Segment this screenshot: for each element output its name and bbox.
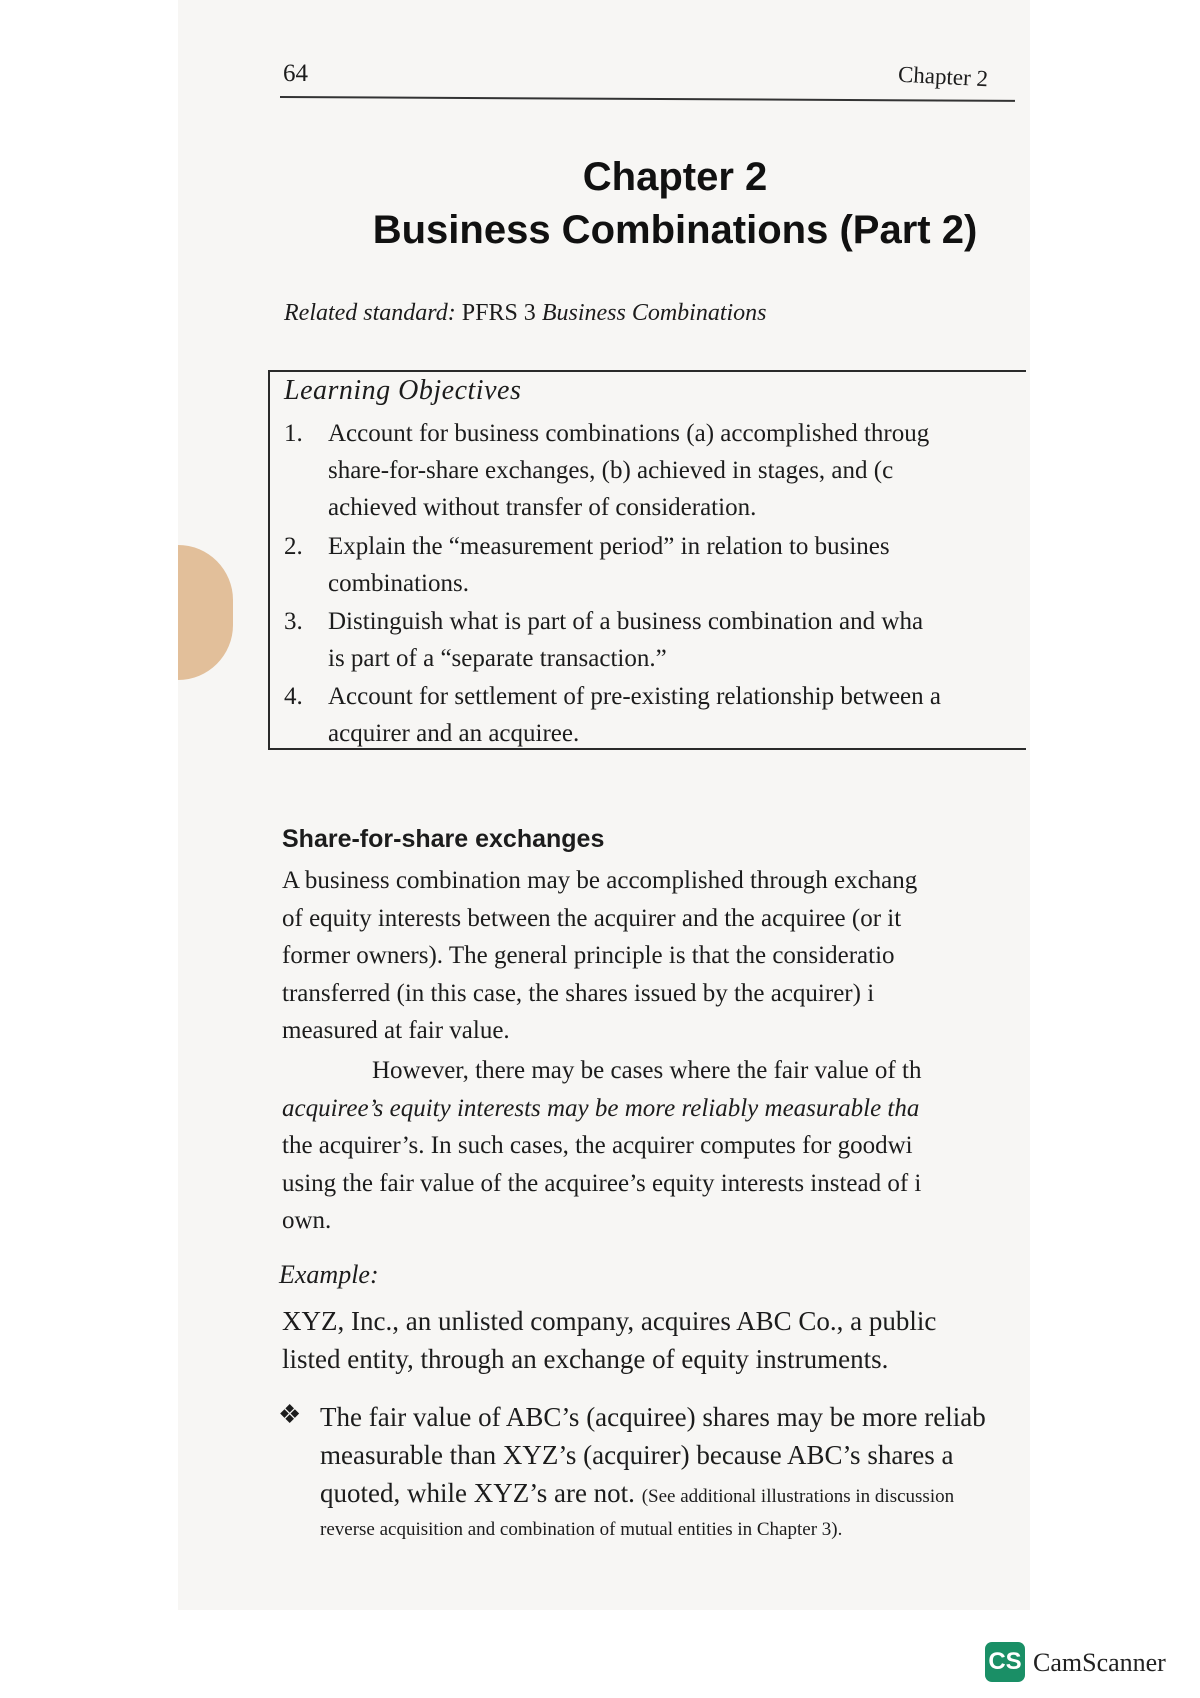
objective-line: is part of a “separate transaction.” bbox=[328, 645, 667, 672]
learning-objectives-heading: Learning Objectives bbox=[284, 375, 522, 406]
page-number: 64 bbox=[283, 60, 308, 87]
bullet-text bbox=[320, 1398, 1030, 1544]
related-standard bbox=[284, 300, 767, 327]
paragraph-line: However, there may be cases where the fair value of th bbox=[372, 1057, 922, 1084]
objective-line: Account for settlement of pre-existing relationship between a bbox=[328, 683, 941, 710]
paragraph-line: acquiree’s equity interests may be more reliably measurable tha bbox=[282, 1094, 920, 1122]
objective-number: 1. bbox=[284, 420, 303, 447]
objective-line: achieved without transfer of consideration. bbox=[328, 494, 757, 521]
paragraph-line: measured at fair value. bbox=[282, 1017, 510, 1044]
example-text bbox=[282, 1302, 1022, 1378]
example-line: listed entity, through an exchange of equity instruments. bbox=[282, 1344, 889, 1374]
bullet-line: measurable than XYZ’s (acquirer) because ABC’s shares a bbox=[320, 1440, 954, 1470]
objective-line: acquirer and an acquiree. bbox=[328, 720, 580, 747]
bullet-line bbox=[320, 1474, 1030, 1516]
objective-line: share-for-share exchanges, (b) achieved in stages, and (c bbox=[328, 457, 894, 484]
paragraph-2 bbox=[282, 1052, 1022, 1240]
bullet-note: (See additional illustrations in discussion bbox=[641, 1486, 955, 1507]
objective-line: combinations. bbox=[328, 570, 469, 597]
paragraph-1 bbox=[282, 862, 1022, 1050]
paragraph-line: A business combination may be accomplished through exchang bbox=[282, 867, 918, 894]
related-standard-name: Business Combinations bbox=[541, 300, 767, 326]
paragraph-line: own. bbox=[282, 1207, 332, 1234]
bullet-line-main: quoted, while XYZ’s are not. bbox=[320, 1478, 635, 1508]
objective-line: Distinguish what is part of a business combination and wha bbox=[328, 608, 924, 635]
example-line: XYZ, Inc., an unlisted company, acquires ABC Co., a public bbox=[282, 1306, 937, 1336]
objective-number: 4. bbox=[284, 683, 303, 710]
related-pfrs: PFRS 3 bbox=[461, 300, 536, 326]
bullet-line: The fair value of ABC’s (acquiree) shares may be more reliab bbox=[320, 1402, 986, 1432]
section-heading: Share-for-share exchanges bbox=[282, 825, 605, 853]
paragraph-line: the acquirer’s. In such cases, the acquirer computes for goodwi bbox=[282, 1132, 913, 1159]
camscanner-name: CamScanner bbox=[1033, 1648, 1166, 1677]
chapter-subtitle: Business Combinations (Part 2) bbox=[372, 208, 978, 252]
paragraph-line: transferred (in this case, the shares issued by the acquirer) i bbox=[282, 979, 875, 1007]
running-header: Chapter 2 bbox=[897, 61, 989, 92]
example-label: Example: bbox=[279, 1260, 379, 1289]
chapter-title: Chapter 2 bbox=[582, 155, 768, 199]
bullet-note-line: reverse acquisition and combination of mutual entities in Chapter 3). bbox=[320, 1519, 843, 1540]
objective-line: Account for business combinations (a) accomplished throug bbox=[328, 420, 930, 447]
related-label: Related standard: bbox=[284, 300, 456, 326]
paragraph-line: former owners). The general principle is that the consideratio bbox=[282, 942, 895, 969]
objective-number: 2. bbox=[284, 533, 303, 560]
paragraph-line: using the fair value of the acquiree’s equity interests instead of i bbox=[282, 1169, 922, 1197]
objective-number: 3. bbox=[284, 608, 303, 635]
diamond-bullet-icon: ❖ bbox=[278, 1400, 302, 1429]
objective-line: Explain the “measurement period” in relation to busines bbox=[328, 533, 890, 560]
paragraph-line: of equity interests between the acquirer and the acquiree (or it bbox=[282, 904, 902, 932]
camscanner-logo: CS bbox=[985, 1642, 1025, 1682]
